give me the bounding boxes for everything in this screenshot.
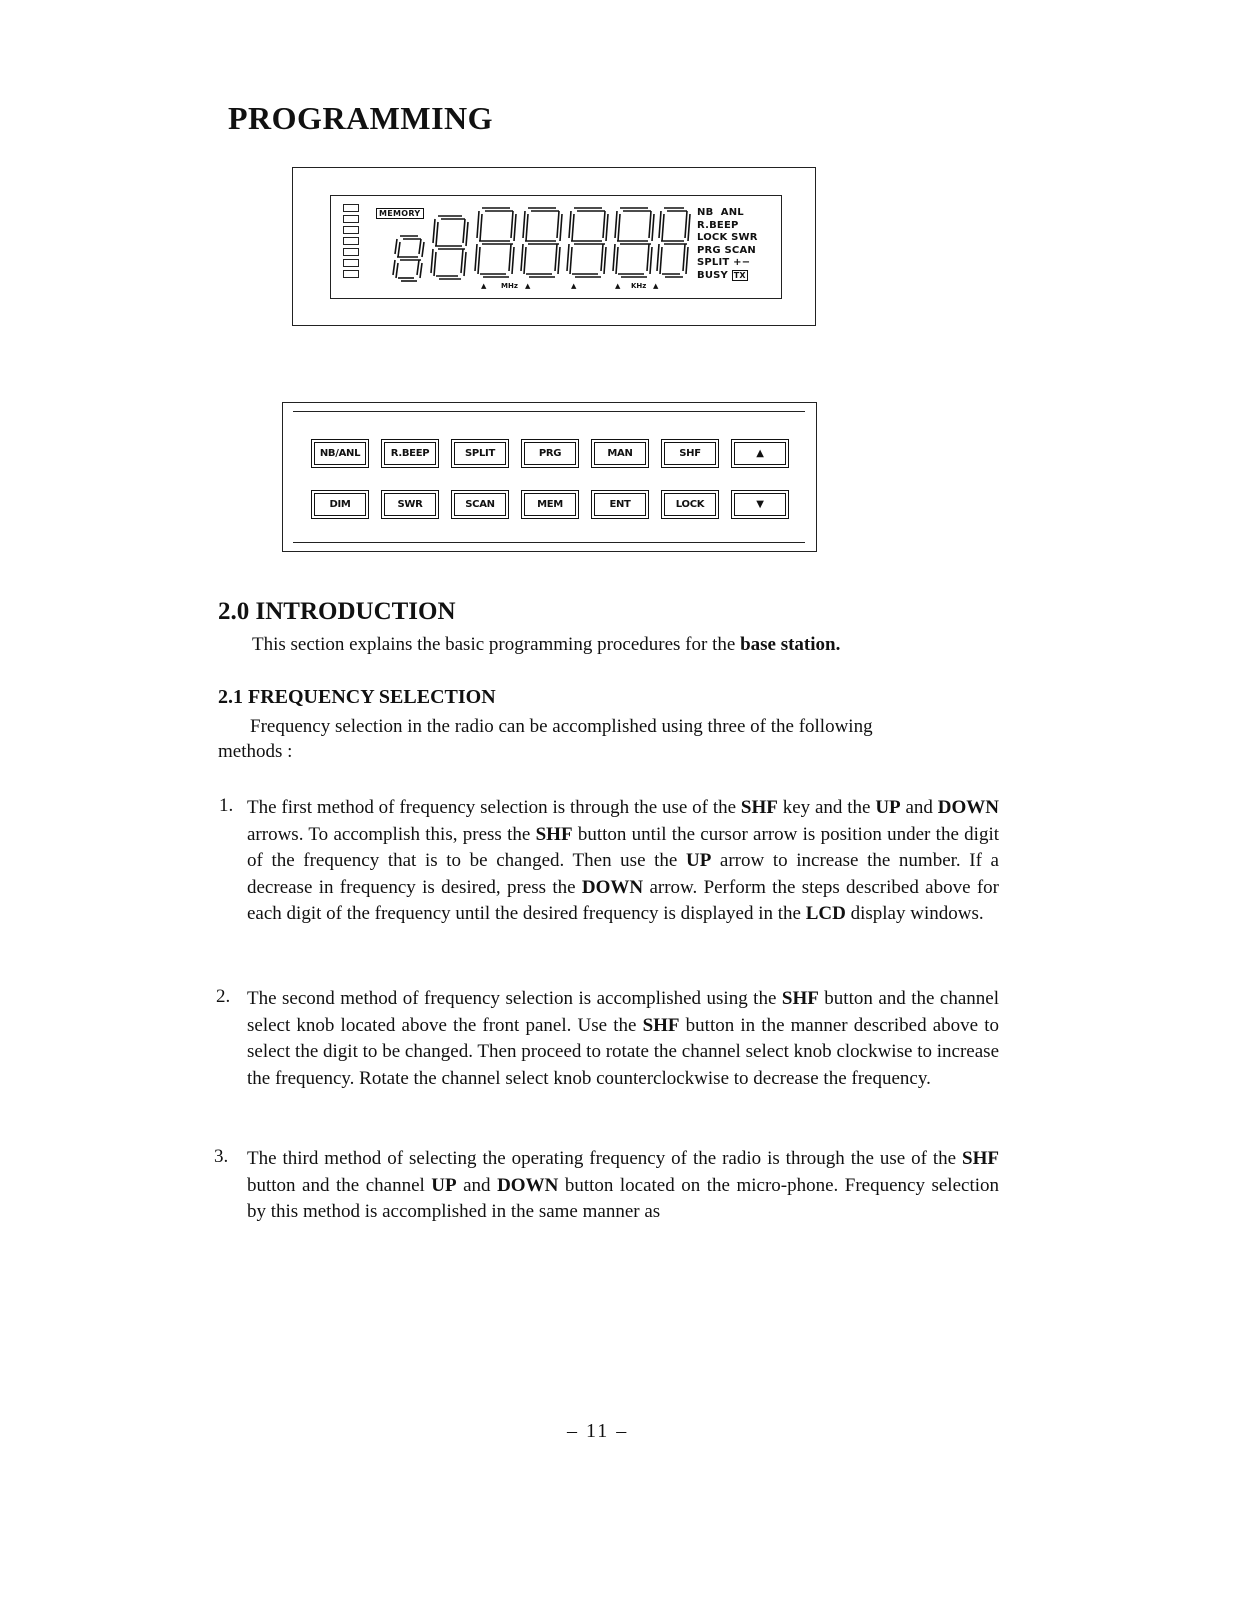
key-rbeep[interactable]: R.BEEP xyxy=(381,439,439,468)
list-item-method-1: The first method of frequency selection is through the use of the SHF key and the UP and DOWN arrows. To accomplish this, press the SHF button until the cursor arrow is position under the digit of the frequency that is to be changed. Then use the UP arrow to increase the number. If a decrease in frequency is desired, press the DOWN arrow. Perform the steps described above for each digit of the frequency until the desired frequency is displayed in the LCD display windows. xyxy=(247,797,1000,924)
key-split[interactable]: SPLIT xyxy=(451,439,509,468)
cursor-arrow-icon: ▲ xyxy=(525,282,531,290)
lcd-digit xyxy=(567,208,608,277)
lcd-digit xyxy=(613,208,654,277)
keypad-row-2 xyxy=(311,490,789,519)
key-dim[interactable]: DIM xyxy=(311,490,369,519)
key-mem[interactable]: MEM xyxy=(521,490,579,519)
lcd-digit xyxy=(393,236,424,281)
keypad-row-1 xyxy=(311,439,789,468)
key-nb-anl[interactable]: NB/ANL xyxy=(311,439,369,468)
list-item-number: 1. xyxy=(219,795,234,816)
lcd-annunciators xyxy=(697,207,758,282)
annunciator-lock-swr: LOCK SWR xyxy=(697,232,758,243)
page-title: PROGRAMMING xyxy=(228,100,494,136)
key-ent[interactable]: ENT xyxy=(591,490,649,519)
lcd-digit xyxy=(431,216,468,279)
key-swr[interactable]: SWR xyxy=(381,490,439,519)
page-number: – 11 – xyxy=(567,1420,629,1442)
key-lock[interactable]: LOCK xyxy=(661,490,719,519)
lcd-display-figure xyxy=(292,167,816,326)
keypad-panel xyxy=(293,411,805,543)
key-down-arrow[interactable] xyxy=(731,490,789,519)
cursor-arrow-icon: ▲ xyxy=(481,282,487,290)
up-arrow-icon: ▲ xyxy=(734,442,786,465)
down-arrow-icon: ▼ xyxy=(734,493,786,516)
annunciator-busy-tx xyxy=(697,270,758,283)
key-scan[interactable]: SCAN xyxy=(451,490,509,519)
lcd-unit-labels xyxy=(481,282,721,296)
cursor-arrow-icon: ▲ xyxy=(615,282,621,290)
annunciator-split: SPLIT +− xyxy=(697,257,751,268)
list-item-number: 3. xyxy=(214,1146,229,1167)
tx-indicator: TX xyxy=(733,270,746,280)
key-prg[interactable]: PRG xyxy=(521,439,579,468)
lcd-digit xyxy=(521,208,562,277)
cursor-arrow-icon: ▲ xyxy=(653,282,659,290)
frequency-paragraph-line2: methods : xyxy=(218,741,293,762)
section-heading-introduction: 2.0 INTRODUCTION xyxy=(218,598,456,625)
list-item-method-2: The second method of frequency selection is accomplished using the SHF button and the channel select knob located above the front panel. Use the SHF button in the manner described above to select the digit to be changed. Then proceed to rotate the channel select knob clockwise to increase the frequency. Rotate the channel select knob counterclockwise to decrease the frequency. xyxy=(247,988,1000,1089)
seven-segment-digits xyxy=(387,204,692,282)
signal-bar-graph xyxy=(343,204,359,281)
cursor-arrow-icon: ▲ xyxy=(571,282,577,290)
annunciator-nb-anl: NB ANL xyxy=(697,207,744,218)
section-heading-frequency-selection: 2.1 FREQUENCY SELECTION xyxy=(218,686,496,708)
unit-mhz: MHz xyxy=(501,282,518,290)
lcd-digit xyxy=(475,208,516,277)
lcd-digit xyxy=(657,208,690,277)
key-man[interactable]: MAN xyxy=(591,439,649,468)
annunciator-rbeep: R.BEEP xyxy=(697,219,739,231)
intro-paragraph: This section explains the basic programming procedures for the base station. xyxy=(252,634,841,655)
annunciator-prg-scan: PRG SCAN xyxy=(697,244,756,256)
list-item-method-3: The third method of selecting the operating frequency of the radio is through the use of the SHF button and the channel UP and DOWN button located on the micro-phone. Frequency selection by this method is accomplished in the same manner as xyxy=(247,1148,1000,1222)
keypad-figure xyxy=(282,402,817,552)
lcd-window xyxy=(330,195,782,299)
memory-indicator: MEMORY xyxy=(376,208,424,219)
frequency-paragraph-line1: Frequency selection in the radio can be accomplished using three of the following xyxy=(250,716,873,737)
annunciator-busy: BUSY xyxy=(697,269,728,281)
key-shf[interactable]: SHF xyxy=(661,439,719,468)
list-item-number: 2. xyxy=(216,986,231,1007)
key-up-arrow[interactable] xyxy=(731,439,789,468)
unit-khz: KHz xyxy=(631,282,647,290)
